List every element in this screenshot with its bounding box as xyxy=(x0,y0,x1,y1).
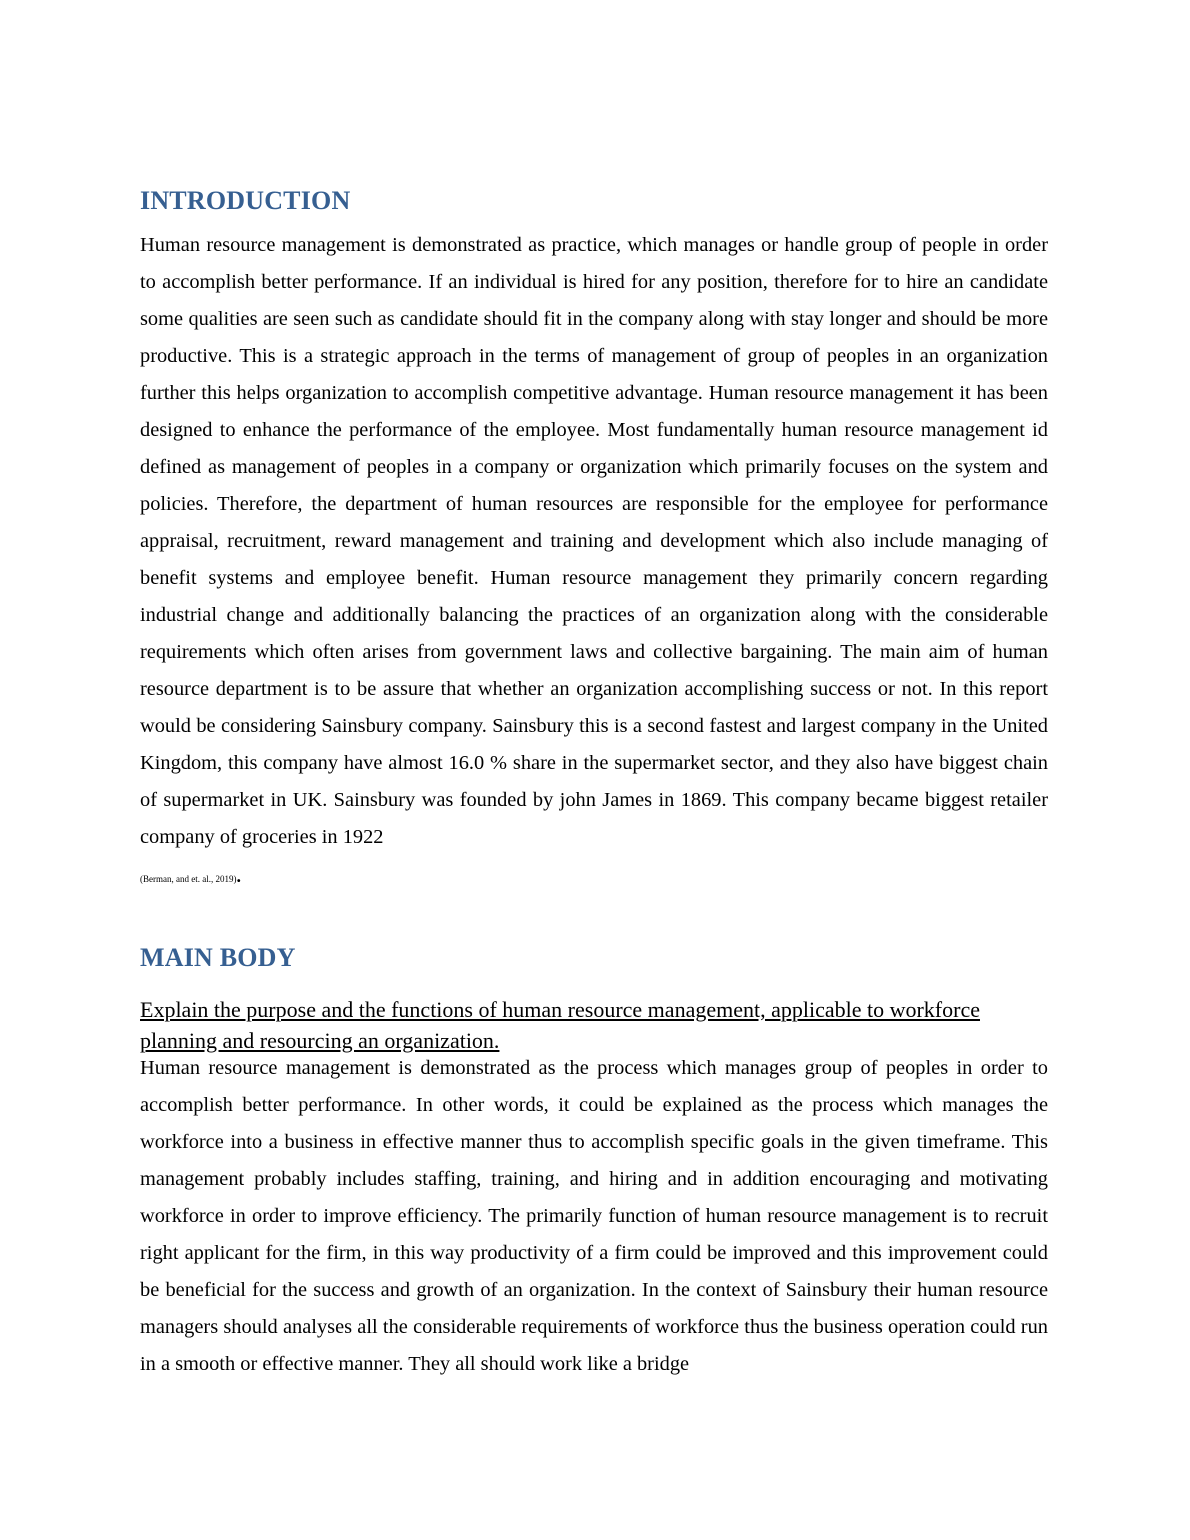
main-body-subheading: Explain the purpose and the functions of human resource management, applicable to workforce planning and resourcing an organization. xyxy=(140,997,980,1053)
introduction-paragraph: Human resource management is demonstrated as practice, which manages or handle group of people in order to accomplish better performance. If an individual is hired for any position, therefore for to hire an candidate some qualities are seen such as candidate should fit in the company along with stay longer and should be more productive. This is a strategic approach in the terms of management of group of peoples in an organization further this helps organization to accomplish competitive advantage. Human resource management it has been designed to enhance the performance of the employee. Most fundamentally human resource management id defined as management of peoples in a company or organization which primarily focuses on the system and policies. Therefore, the department of human resources are responsible for the employee for performance appraisal, recruitment, reward management and training and development which also include managing of benefit systems and employee benefit. Human resource management they primarily concern regarding industrial change and additionally balancing the practices of an organization along with the considerable requirements which often arises from government laws and collective bargaining. The main aim of human resource department is to be assure that whether an organization accomplishing success or not. In this report would be considering Sainsbury company. Sainsbury this is a second fastest and largest company in the United Kingdom, this company have almost 16.0 % share in the supermarket sector, and they also have biggest chain of supermarket in UK. Sainsbury was founded by john James in 1869. This company became biggest retailer company of groceries in 1922 xyxy=(140,234,1048,848)
main-body-heading: MAIN BODY xyxy=(140,943,296,972)
main-body-paragraph: Human resource management is demonstrated as the process which manages group of peoples in order to accomplish better performance. In other words, it could be explained as the process which manages the workforce into a business in effective manner thus to accomplish specific goals in the given timeframe. This management probably includes staffing, training, and hiring and in addition encouraging and motivating workforce in order to improve efficiency. The primarily function of human resource management is to recruit right applicant for the firm, in this way productivity of a firm could be improved and this improvement could be beneficial for the success and growth of an organization. In the context of Sainsbury their human resource managers should analyses all the considerable requirements of workforce thus the business operation could run in a smooth or effective manner. They all should work like a bridge xyxy=(140,1057,1048,1375)
introduction-citation-line xyxy=(140,866,241,889)
citation-period: . xyxy=(236,866,241,886)
citation-text: (Berman, and et. al., 2019) xyxy=(140,874,237,884)
introduction-heading: INTRODUCTION xyxy=(140,186,351,215)
